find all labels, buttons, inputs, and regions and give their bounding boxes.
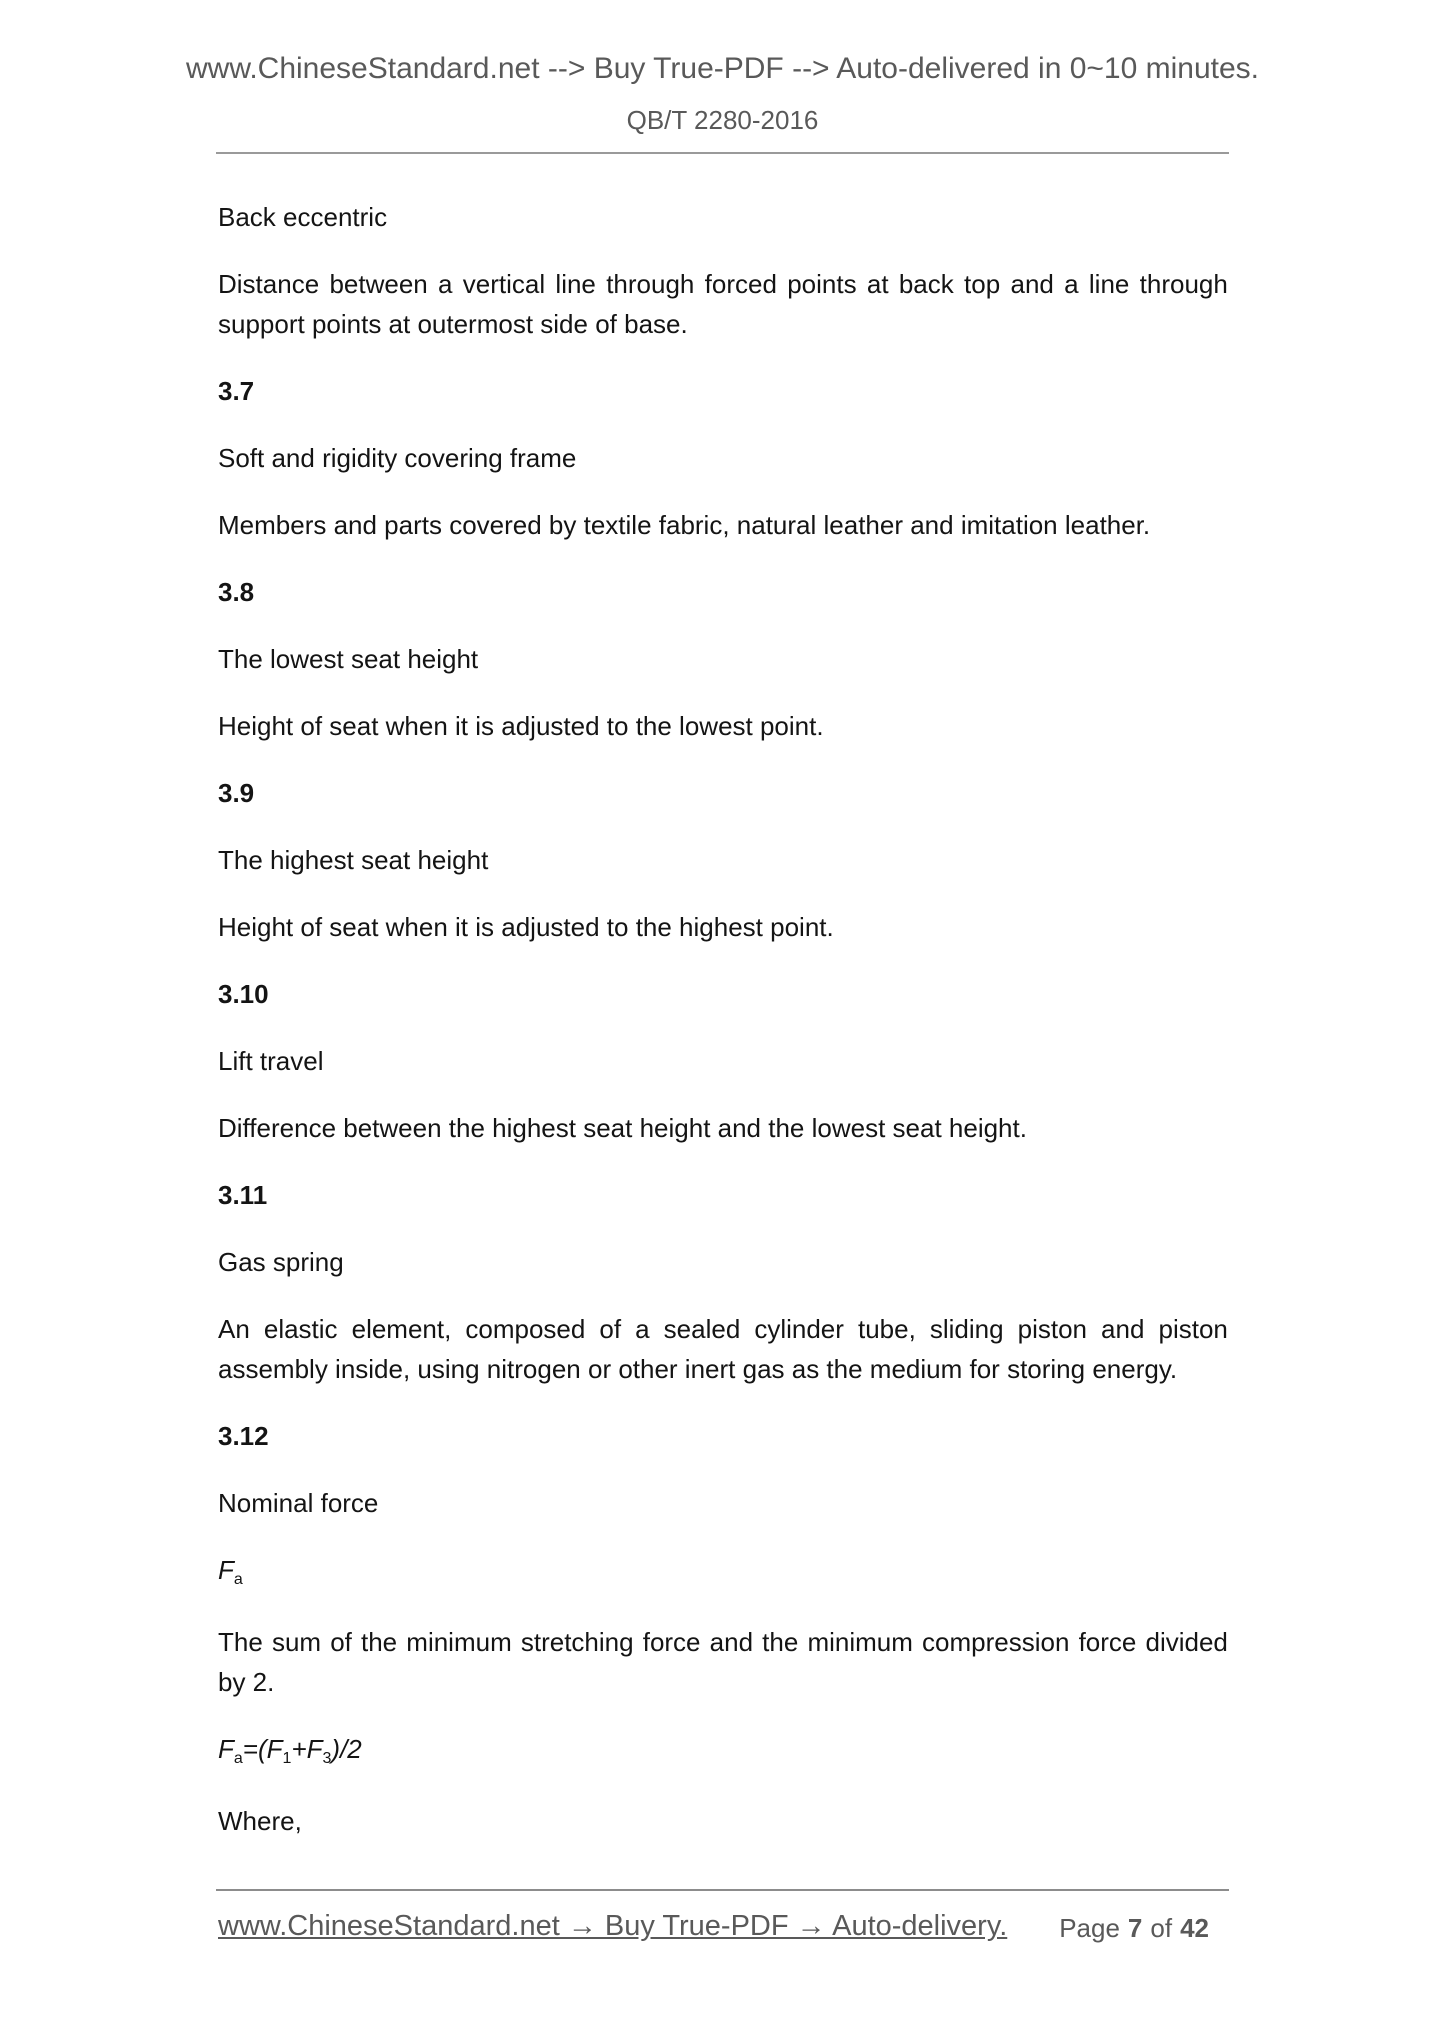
word: at <box>866 269 889 299</box>
word: Distance <box>218 269 320 299</box>
word: of <box>599 1314 622 1344</box>
paragraph <box>218 1622 1228 1702</box>
word: tube, <box>857 1314 916 1344</box>
paragraph <box>218 1108 1228 1148</box>
page-current: 7 <box>1127 1913 1143 1943</box>
formula-subscript: a <box>233 1571 243 1588</box>
formula-symbol: )/2 <box>331 1734 362 1764</box>
paragraph <box>218 706 1228 746</box>
word: line <box>555 269 596 299</box>
formula-symbol: F <box>306 1734 323 1764</box>
word: composed <box>465 1314 586 1344</box>
definition-text: Where, <box>218 1806 302 1836</box>
word: a <box>635 1314 650 1344</box>
paragraph-line <box>218 264 1228 304</box>
paragraph-line: Difference between the highest seat height and the lowest seat height. <box>218 1113 1027 1143</box>
word: top <box>964 269 1001 299</box>
header-watermark: www.ChineseStandard.net --> Buy True-PDF --> Auto-delivered in 0~10 minutes. <box>185 52 1260 85</box>
word: a <box>438 269 453 299</box>
word: compression <box>922 1627 1070 1657</box>
header-standard-code: QB/T 2280-2016 <box>626 105 819 135</box>
document-body <box>218 197 1228 1868</box>
footer-link[interactable]: www.ChineseStandard.net → Buy True-PDF → Auto-delivery. <box>218 1910 1008 1942</box>
section-number: 3.8 <box>218 577 255 607</box>
word: stretching <box>520 1627 634 1657</box>
paragraph-line: Height of seat when it is adjusted to the highest point. <box>218 912 834 942</box>
paragraph <box>218 505 1228 545</box>
formula-symbol: F <box>218 1734 234 1764</box>
definition-text: Nominal force <box>218 1488 379 1518</box>
word: sliding <box>929 1314 1004 1344</box>
paragraph-line: by 2. <box>218 1667 275 1697</box>
word: of <box>330 1627 352 1657</box>
word: An <box>218 1314 250 1344</box>
word: and <box>709 1627 754 1657</box>
word: sealed <box>663 1314 741 1344</box>
definition-text: The lowest seat height <box>218 644 479 674</box>
section-number: 3.12 <box>218 1421 269 1451</box>
page-of-label: of <box>1150 1913 1173 1943</box>
word: and <box>1010 269 1054 299</box>
page-total: 42 <box>1180 1913 1209 1943</box>
word: line <box>1088 269 1130 299</box>
word: elastic <box>263 1314 338 1344</box>
word: through <box>1139 269 1228 299</box>
definition-text: Soft and rigidity covering frame <box>218 443 577 473</box>
word: cylinder <box>754 1314 844 1344</box>
word: between <box>329 269 428 299</box>
word: back <box>898 269 954 299</box>
definition-text: Gas spring <box>218 1247 344 1277</box>
section-number: 3.10 <box>218 979 269 1009</box>
word: The <box>218 1627 263 1657</box>
section-number: 3.9 <box>218 778 255 808</box>
formula-subscript: a <box>233 1750 243 1767</box>
word: through <box>606 269 695 299</box>
page-label: Page <box>1059 1913 1120 1943</box>
formula-symbol: =( <box>242 1734 267 1764</box>
definition-text: The highest seat height <box>218 845 489 875</box>
word: the <box>762 1627 799 1657</box>
paragraph <box>218 264 1228 344</box>
page-number <box>1055 1912 1213 1944</box>
paragraph <box>218 1309 1228 1389</box>
formula-symbol: F <box>266 1734 283 1764</box>
word: and <box>1101 1314 1145 1344</box>
word: element, <box>351 1314 452 1344</box>
paragraph-line: assembly inside, using nitrogen or other inert gas as the medium for storing energy. <box>218 1354 1178 1384</box>
word: the <box>361 1627 398 1657</box>
word: force <box>642 1627 701 1657</box>
formula-subscript: 3 <box>322 1750 332 1767</box>
paragraph-line: Height of seat when it is adjusted to the lowest point. <box>218 711 824 741</box>
formula-symbol: F <box>218 1555 234 1585</box>
word: piston <box>1158 1314 1228 1344</box>
word: sum <box>271 1627 322 1657</box>
word: force <box>1078 1627 1137 1657</box>
word: minimum <box>406 1627 512 1657</box>
header-rule <box>216 152 1229 154</box>
paragraph-line: Members and parts covered by textile fabric, natural leather and imitation leather. <box>218 510 1151 540</box>
paragraph-line <box>218 1622 1228 1662</box>
word: a <box>1064 269 1079 299</box>
formula-subscript: 1 <box>282 1750 292 1767</box>
word: forced <box>704 269 777 299</box>
section-number: 3.7 <box>218 376 255 406</box>
word: points <box>787 269 857 299</box>
paragraph-line: support points at outermost side of base. <box>218 309 688 339</box>
paragraph <box>218 907 1228 947</box>
word: minimum <box>807 1627 913 1657</box>
definition-text: Back eccentric <box>218 202 388 232</box>
formula <box>218 1729 1228 1774</box>
word: piston <box>1017 1314 1087 1344</box>
formula-symbol: + <box>291 1734 307 1764</box>
definition-text: Lift travel <box>218 1046 324 1076</box>
word: vertical <box>462 269 546 299</box>
formula <box>218 1550 1228 1595</box>
section-number: 3.11 <box>218 1180 268 1210</box>
footer-rule <box>216 1889 1229 1891</box>
paragraph-line <box>218 1309 1228 1349</box>
word: divided <box>1145 1627 1228 1657</box>
